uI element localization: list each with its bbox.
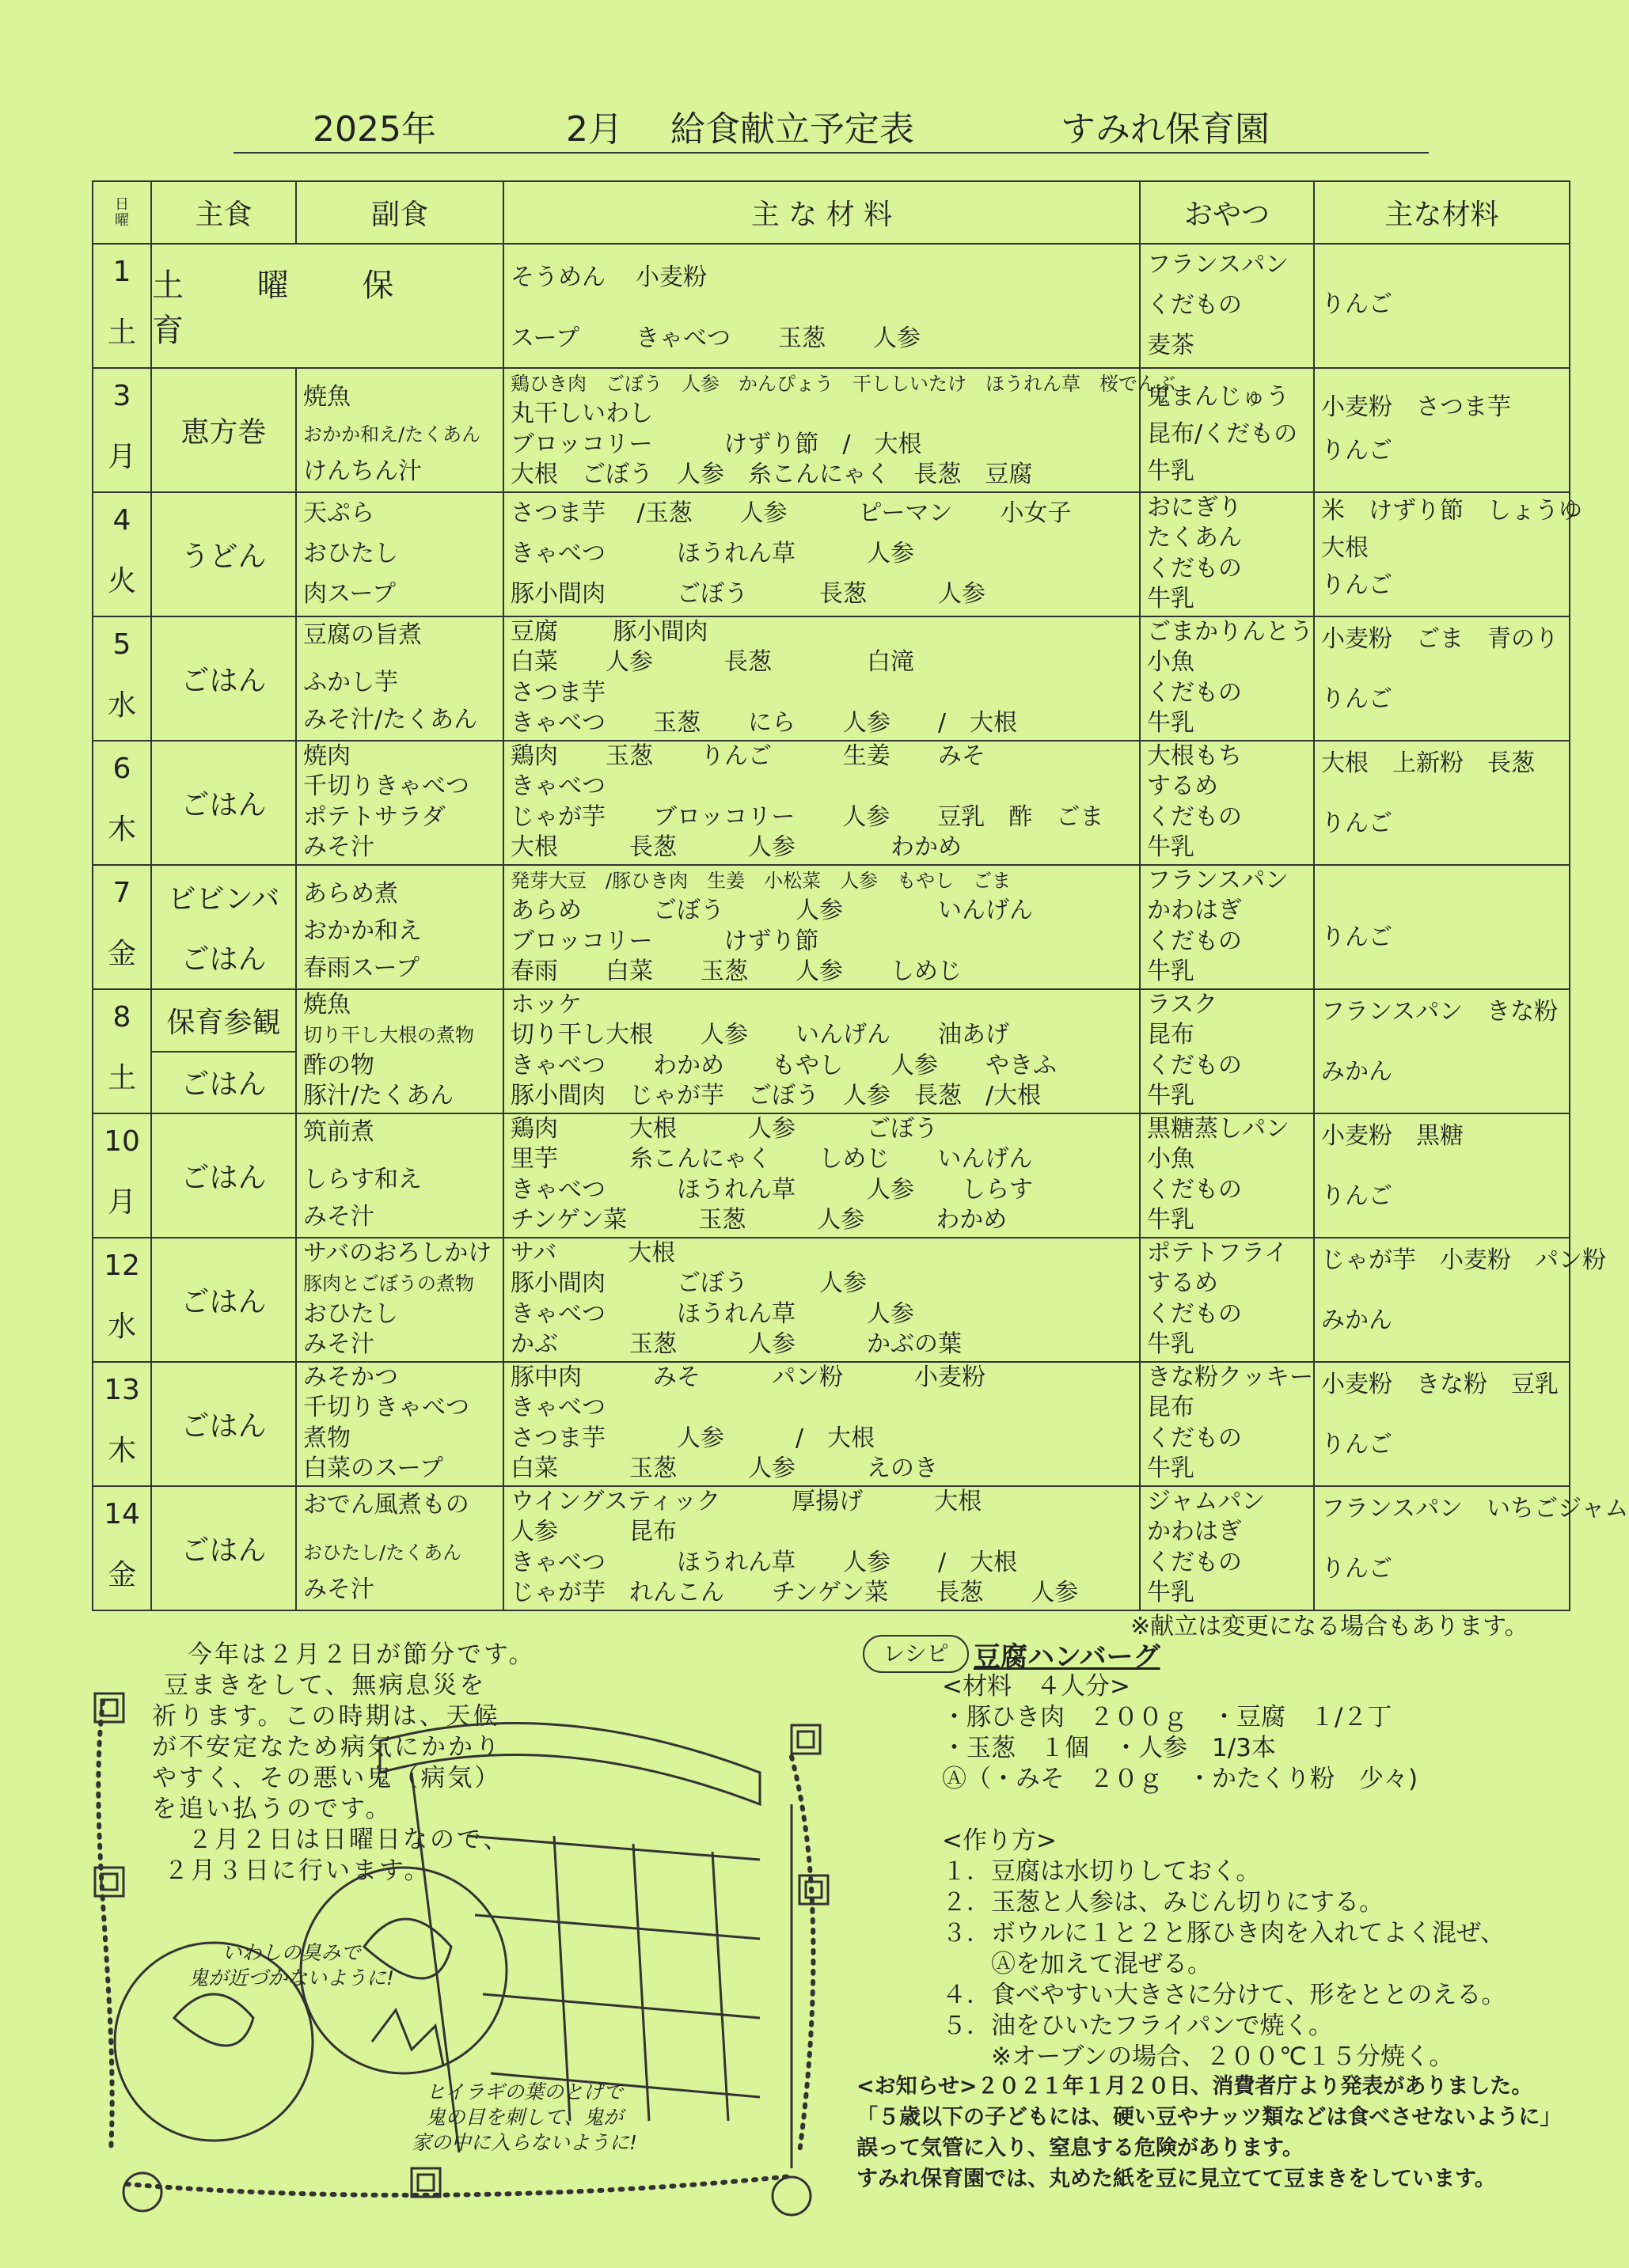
recipe-line: <作り方> <box>942 1826 1057 1855</box>
table-row <box>93 741 1570 865</box>
snack-ingredients-cell: 小麦粉 きな粉 豆乳 りんご <box>1314 1362 1570 1486</box>
recipe-line: Ⓐを加えて混ぜる。 <box>942 1950 1212 1978</box>
recipe-line: ２．玉葱と人参は、みじん切りにする。 <box>942 1888 1384 1917</box>
ingredients-cell: さつま芋 /玉葱 人参 ピーマン 小女子 きゃべつ ほうれん草 人参 豚小間肉 ごぼう 長葱 人参 <box>503 492 1140 616</box>
page-title <box>234 108 1429 154</box>
header-day: 日曜 <box>93 181 151 244</box>
table-row <box>93 492 1570 616</box>
snack-cell: おにぎり たくあん くだもの 牛乳 <box>1140 492 1314 616</box>
ingredients-cell: 鶏肉 大根 人参 ごぼう 里芋 糸こんにゃく しめじ いんげん きゃべつ ほうれん草 人参 しらす チンゲン菜 玉葱 人参 わかめ <box>503 1113 1140 1238</box>
snack-cell: 大根もち するめ くだもの 牛乳 <box>1140 741 1314 865</box>
side-cell: 焼魚 切り干し大根の煮物 酢の物 豚汁/たくあん <box>296 989 503 1113</box>
staple-cell: ごはん <box>151 1362 296 1486</box>
recipe-line: ４．食べやすい大きさに分けて、形をととのえる。 <box>942 1981 1506 2009</box>
ingredients-cell: 鶏ひき肉 ごぼう 人参 かんぴょう 干ししいたけ ほうれん草 桜でんぶ 丸干しいわし ブロッコリー けずり節 / 大根 大根 ごぼう 人参 糸こんにゃく 長葱 豆腐 <box>503 368 1140 492</box>
table-row <box>93 368 1570 492</box>
table-header <box>93 181 1570 244</box>
day-cell: 10 月 <box>93 1113 151 1238</box>
table-row <box>93 1486 1570 1610</box>
snack-ingredients-cell: 小麦粉 ごま 青のり りんご <box>1314 616 1570 741</box>
snack-cell: ジャムパン かわはぎ くだもの 牛乳 <box>1140 1486 1314 1610</box>
recipe-line: Ⓐ（・みそ ２０ｇ ・かたくり粉 少々) <box>942 1765 1418 1793</box>
table-row <box>93 1113 1570 1238</box>
snack-ingredients-cell: りんご <box>1314 244 1570 368</box>
snack-cell: きな粉クッキー 昆布 くだもの 牛乳 <box>1140 1362 1314 1486</box>
recipe-line: １．豆腐は水切りしておく。 <box>942 1857 1261 1886</box>
table-row <box>93 989 1570 1113</box>
ingredients-cell: 豚中肉 みそ パン粉 小麦粉 きゃべつ さつま芋 人参 / 大根 白菜 玉葱 人参 えのき <box>503 1362 1140 1486</box>
day-cell: 3 月 <box>93 368 151 492</box>
staple-cell: 恵方巻 <box>151 368 296 492</box>
staple-cell: ビビンバ ごはん <box>151 865 296 989</box>
side-cell: あらめ煮 おかか和え 春雨スープ <box>296 865 503 989</box>
ingredients-cell: 発芽大豆 /豚ひき肉 生姜 小松菜 人参 もやし ごま あらめ ごぼう 人参 いんげん ブロッコリー けずり節 春雨 白菜 玉葱 人参 しめじ <box>503 865 1140 989</box>
side-cell: みそかつ 千切りきゃべつ 煮物 白菜のスープ <box>296 1362 503 1486</box>
header-ingredients: 主 な 材 料 <box>503 181 1140 244</box>
snack-cell: ラスク 昆布 くだもの 牛乳 <box>1140 989 1314 1113</box>
table-row <box>93 1238 1570 1362</box>
recipe-line: ３．ボウルに１と２と豚ひき肉を入れてよく混ぜ、 <box>942 1919 1506 1948</box>
ingredients-cell: 豆腐 豚小間肉 白菜 人参 長葱 白滝 さつま芋 きゃべつ 玉葱 にら 人参 / 大根 <box>503 616 1140 741</box>
side-cell: サバのおろしかけ 豚肉とごぼうの煮物 おひたし みそ汁 <box>296 1238 503 1362</box>
recipe-line: ※オーブンの場合、２００℃１５分焼く。 <box>942 2042 1454 2071</box>
ingredients-cell: 鶏肉 玉葱 りんご 生姜 みそ きゃべつ じゃが芋 ブロッコリー 人参 豆乳 酢 ごま 大根 長葱 人参 わかめ <box>503 741 1140 865</box>
day-cell: 8 土 <box>93 989 151 1113</box>
menu-table <box>92 180 1629 1611</box>
recipe-title: 豆腐ハンバーグ <box>974 1641 1160 1673</box>
snack-cell: 鬼まんじゅう 昆布/くだもの 牛乳 <box>1140 368 1314 492</box>
setsubun-text: 今年は２月２日が節分です。 豆まきをして、無病息災を 祈ります。この時期は、天候 が不安定なため病気にかかり やすく、その悪い鬼（病気） を追い払うのです。 ２月２日は日曜日なので、 ２月３日に行います。 <box>152 1640 536 1885</box>
snack-ingredients-cell: フランスパン いちごジャム りんご <box>1314 1486 1570 1610</box>
title-year: 2025年 <box>313 109 436 150</box>
staple-cell: うどん <box>151 492 296 616</box>
saturday-label: 土 曜 保 育 <box>151 244 503 368</box>
snack-cell: ごまかりんとう 小魚 くだもの 牛乳 <box>1140 616 1314 741</box>
recipe-body <box>942 1671 1575 2073</box>
table-footnote: ※献立は変更になる場合もあります。 <box>1130 1613 1528 1640</box>
side-cell: 豆腐の旨煮 ふかし芋 みそ汁/たくあん <box>296 616 503 741</box>
side-cell: 天ぷら おひたし 肉スープ <box>296 492 503 616</box>
snack-ingredients-cell: 大根 上新粉 長葱 りんご <box>1314 741 1570 865</box>
day-cell: 12 水 <box>93 1238 151 1362</box>
recipe-tag: レシピ <box>863 1635 969 1673</box>
ingredients-cell: ホッケ 切り干し大根 人参 いんげん 油あげ きゃべつ わかめ もやし 人参 やきふ 豚小間肉 じゃが芋 ごぼう 人参 長葱 /大根 <box>503 989 1140 1113</box>
snack-ingredients-cell: じゃが芋 小麦粉 パン粉 みかん <box>1314 1238 1570 1362</box>
header-staple: 主食 <box>151 181 296 244</box>
snack-ingredients-cell: 小麦粉 黒糖 りんご <box>1314 1113 1570 1238</box>
staple-cell: ごはん <box>151 1113 296 1238</box>
staple-cell: 保育参観 ごはん <box>151 989 296 1113</box>
day-cell: 14 金 <box>93 1486 151 1610</box>
staple-cell: ごはん <box>151 616 296 741</box>
title-month: 2月 <box>566 109 623 150</box>
snack-cell: ポテトフライ するめ くだもの 牛乳 <box>1140 1238 1314 1362</box>
header-snack-ingredients: 主な材料 <box>1314 181 1570 244</box>
title-school: すみれ保育園 <box>1061 109 1270 150</box>
day-cell: 6 木 <box>93 741 151 865</box>
side-cell: 焼肉 千切りきゃべつ ポテトサラダ みそ汁 <box>296 741 503 865</box>
snack-ingredients-cell: りんご <box>1314 865 1570 989</box>
staple-cell: ごはん <box>151 1238 296 1362</box>
table-row <box>93 244 1570 368</box>
side-cell: 焼魚 おかか和え/たくあん けんちん汁 <box>296 368 503 492</box>
side-cell: おでん風煮もの おひたし/たくあん みそ汁 <box>296 1486 503 1610</box>
ingredients-cell: そうめん スープ 小麦粉 きゃべつ 玉葱 人参 <box>503 244 1140 368</box>
day-cell: 13 木 <box>93 1362 151 1486</box>
table-row <box>93 1362 1570 1486</box>
recipe-line <box>942 1795 1575 1826</box>
header-snack: おやつ <box>1140 181 1314 244</box>
snack-ingredients-cell: フランスパン きな粉 みかん <box>1314 989 1570 1113</box>
iwashi-caption: いわしの臭みで 鬼が近づかないように! <box>188 1941 395 1989</box>
ingredients-cell: サバ 大根 豚小間肉 ごぼう 人参 きゃべつ ほうれん草 人参 かぶ 玉葱 人参 かぶの葉 <box>503 1238 1140 1362</box>
snack-ingredients-cell: 米 けずり節 しょうゆ 大根 りんご <box>1314 492 1570 616</box>
day-cell: 4 火 <box>93 492 151 616</box>
recipe-line: ５．油をひいたフライパンで焼く。 <box>942 2012 1333 2040</box>
notice: <お知らせ>２０２１年１月２０日、消費者庁より発表がありました。 「５歳以下の子どもには、硬い豆やナッツ類などは食べさせないように」 誤って気管に入り、窒息する危険があります。 すみれ保育園では、丸めた紙を豆に見立てて豆まきをしています。 <box>856 2074 1562 2191</box>
snack-cell: 黒糖蒸しパン 小魚 くだもの 牛乳 <box>1140 1113 1314 1238</box>
title-doc: 給食献立予定表 <box>670 109 914 150</box>
staple-cell: ごはん <box>151 1486 296 1610</box>
recipe-line: <材料 ４人分> <box>942 1672 1130 1701</box>
snack-cell: フランスパン くだもの 麦茶 <box>1140 244 1314 368</box>
header-side: 副食 <box>296 181 503 244</box>
snack-ingredients-cell: 小麦粉 さつま芋 りんご <box>1314 368 1570 492</box>
day-cell: 1 土 <box>93 244 151 368</box>
table-row <box>93 865 1570 989</box>
ingredients-cell: ウイングスティック 厚揚げ 大根 人参 昆布 きゃべつ ほうれん草 人参 / 大根 じゃが芋 れんこん チンゲン菜 長葱 人参 <box>503 1486 1140 1610</box>
staple-cell: ごはん <box>151 741 296 865</box>
recipe-line: ・玉葱 １個 ・人参 1/3本 <box>942 1734 1276 1762</box>
side-cell: 筑前煮 しらす和え みそ汁 <box>296 1113 503 1238</box>
hiiragi-caption: ヒイラギの葉のとげで 鬼の目を刺して、鬼が 家の中に入らないように! <box>412 2080 638 2154</box>
recipe-line: ・豚ひき肉 ２００ｇ ・豆腐 １/２丁 <box>942 1703 1392 1731</box>
day-cell: 5 水 <box>93 616 151 741</box>
snack-cell: フランスパン かわはぎ くだもの 牛乳 <box>1140 865 1314 989</box>
table-row <box>93 616 1570 741</box>
day-cell: 7 金 <box>93 865 151 989</box>
